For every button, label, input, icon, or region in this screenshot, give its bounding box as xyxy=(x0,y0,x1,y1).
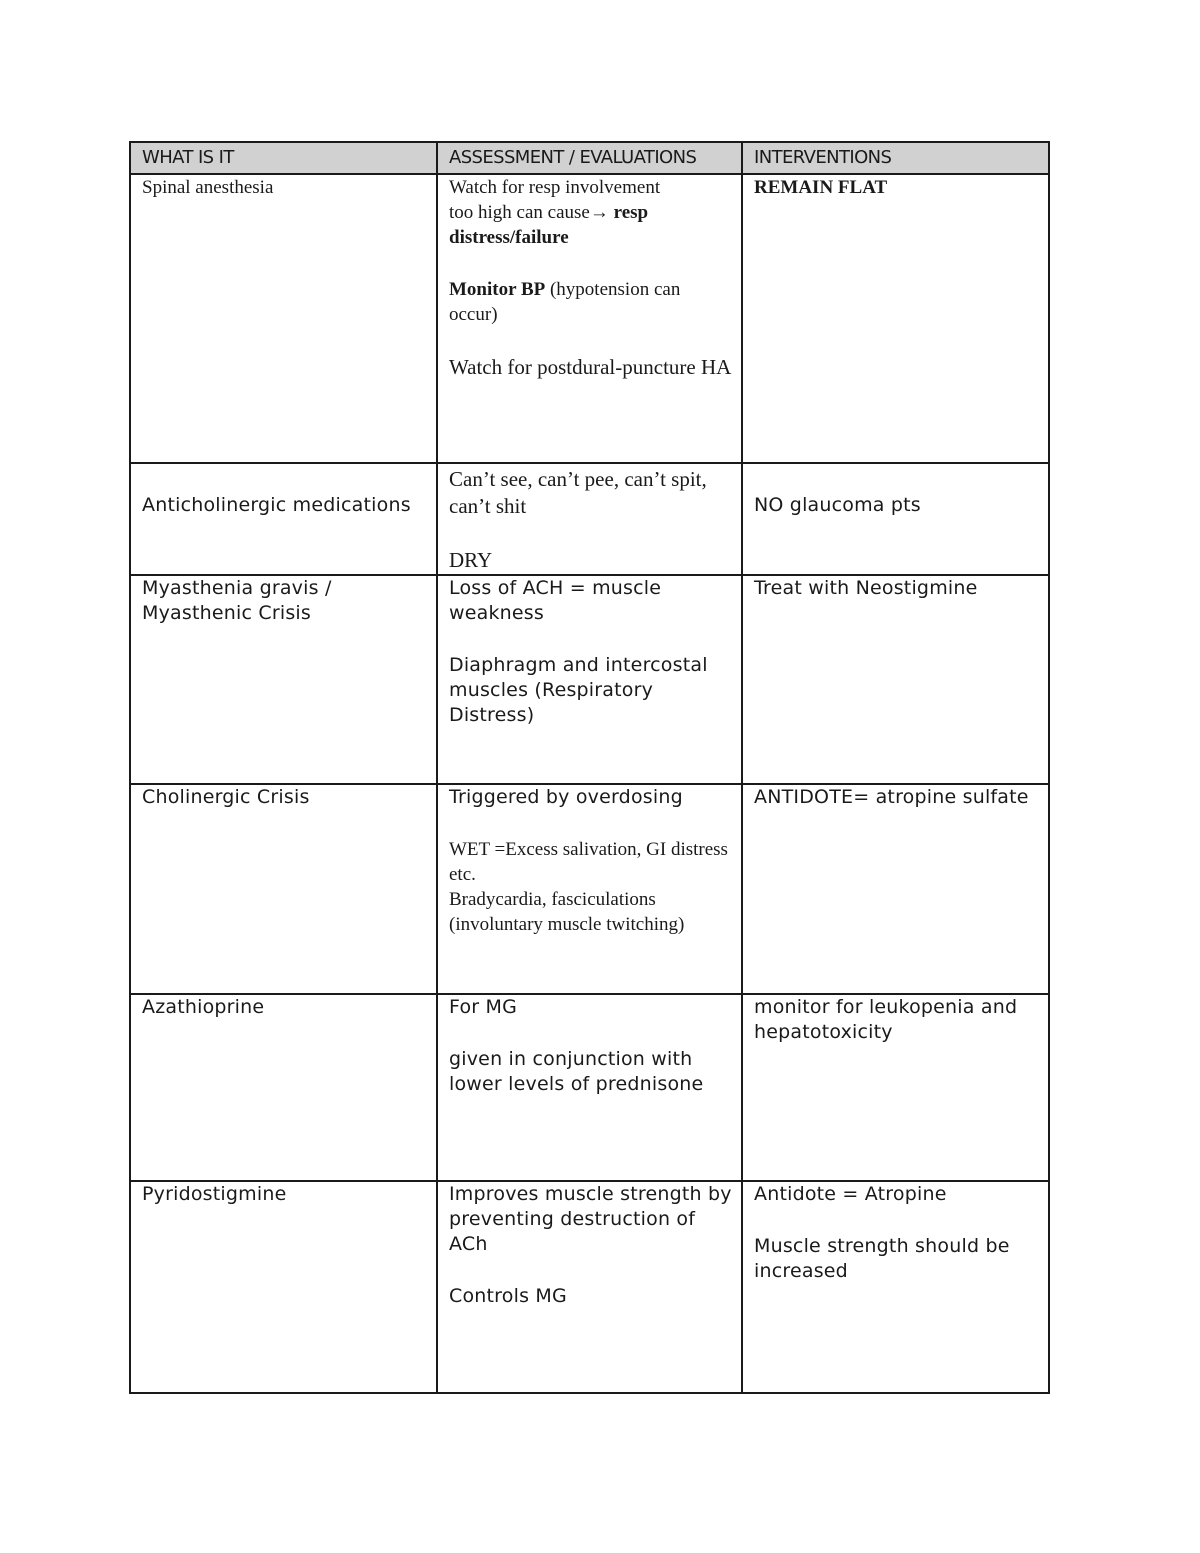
assess-text: Can’t see, can’t pee, can’t spit, can’t shit xyxy=(449,467,707,518)
assess-text: For MG xyxy=(449,996,518,1018)
what-text: Azathioprine xyxy=(142,996,265,1018)
assess-text: Controls MG xyxy=(449,1285,567,1307)
assess-text: WET =Excess salivation, GI distress etc. xyxy=(449,839,728,885)
assess-text: Improves muscle strength by preventing destruction of ACh xyxy=(449,1183,732,1255)
assess-text: Bradycardia, fasciculations (involuntary muscle twitching) xyxy=(449,889,685,935)
interv-text: Treat with Neostigmine xyxy=(754,577,978,599)
assess-text: Watch for resp involvement xyxy=(449,177,661,198)
cell-what xyxy=(130,994,437,1181)
header-row xyxy=(130,142,1049,174)
interv-text: ANTIDOTE= atropine sulfate xyxy=(754,786,1029,808)
header-interventions: INTERVENTIONS xyxy=(742,142,1049,174)
what-text: Myasthenia gravis / Myasthenic Crisis xyxy=(142,577,332,624)
cell-assessment xyxy=(437,1181,742,1393)
table-row xyxy=(130,1181,1049,1393)
what-text: Cholinergic Crisis xyxy=(142,786,310,808)
interv-text: Antidote = Atropine xyxy=(754,1183,947,1205)
assess-text: Diaphragm and intercostal muscles (Respiratory Distress) xyxy=(449,654,708,726)
assess-text: Loss of ACH = muscle weakness xyxy=(449,577,662,624)
assess-text: DRY xyxy=(449,548,493,572)
table-row xyxy=(130,784,1049,994)
interv-text: REMAIN FLAT xyxy=(754,177,888,198)
assess-text: too high can cause→ xyxy=(449,202,614,223)
assess-text: given in conjunction with lower levels of prednisone xyxy=(449,1048,704,1095)
cell-what xyxy=(130,575,437,784)
assess-text: Triggered by overdosing xyxy=(449,786,683,808)
assess-text: Watch for postdural-puncture HA xyxy=(449,355,732,379)
table-row xyxy=(130,994,1049,1181)
table-row xyxy=(130,174,1049,463)
what-text: Anticholinergic medications xyxy=(142,494,411,516)
header-assessment: ASSESSMENT / EVALUATIONS xyxy=(437,142,742,174)
assess-text-bold: Monitor BP xyxy=(449,279,546,300)
interv-text: NO glaucoma pts xyxy=(754,494,921,516)
assess-text-bold: resp distress/failure xyxy=(449,202,649,248)
table-row xyxy=(130,575,1049,784)
cell-interventions xyxy=(742,1181,1049,1393)
notes-table xyxy=(129,141,1050,1394)
cell-what xyxy=(130,463,437,575)
cell-what xyxy=(130,174,437,463)
interv-text: Muscle strength should be increased xyxy=(754,1235,1010,1282)
what-text: Spinal anesthesia xyxy=(142,177,274,198)
cell-interventions xyxy=(742,575,1049,784)
cell-interventions xyxy=(742,463,1049,575)
cell-assessment xyxy=(437,575,742,784)
cell-assessment xyxy=(437,784,742,994)
header-what: WHAT IS IT xyxy=(130,142,437,174)
cell-interventions xyxy=(742,784,1049,994)
cell-assessment xyxy=(437,174,742,463)
assess-text: (hypotension can occur) xyxy=(449,279,681,325)
cell-assessment xyxy=(437,994,742,1181)
cell-what xyxy=(130,1181,437,1393)
cell-what xyxy=(130,784,437,994)
cell-assessment xyxy=(437,463,742,575)
what-text: Pyridostigmine xyxy=(142,1183,287,1205)
table-row xyxy=(130,463,1049,575)
interv-text: monitor for leukopenia and hepatotoxicity xyxy=(754,996,1018,1043)
cell-interventions xyxy=(742,994,1049,1181)
cell-interventions xyxy=(742,174,1049,463)
